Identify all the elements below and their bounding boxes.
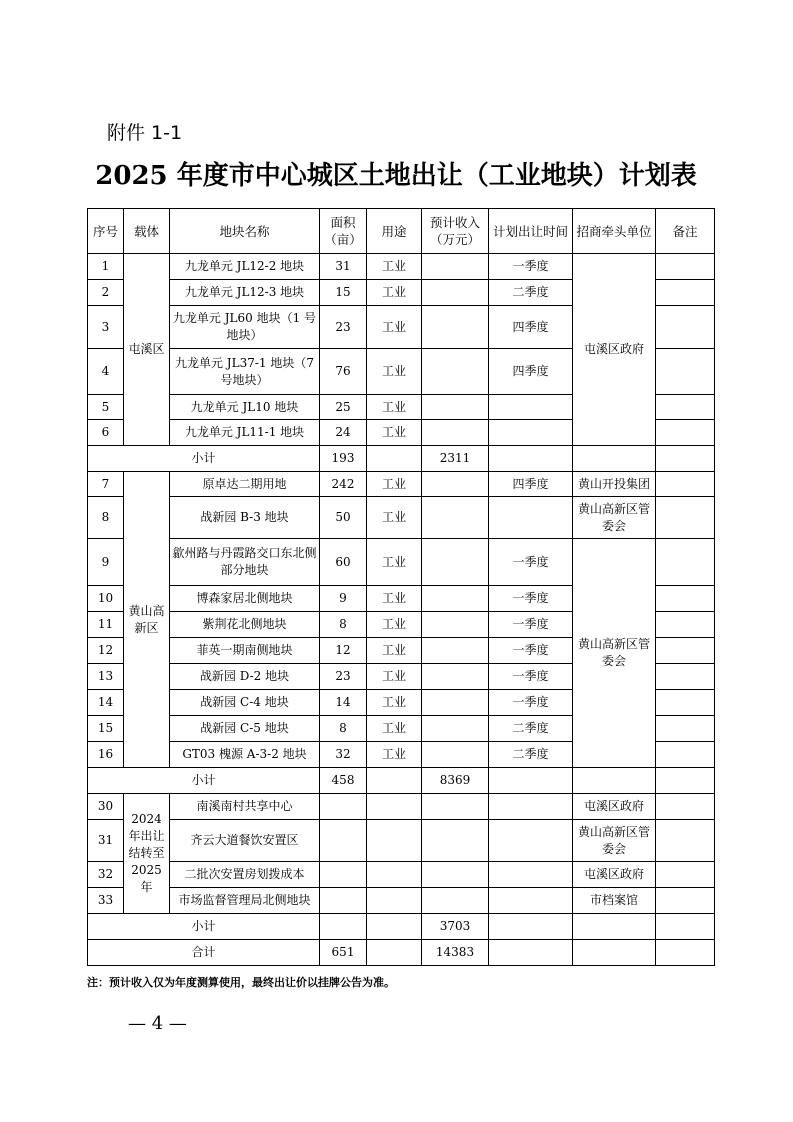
- header-carrier: 载体: [124, 209, 170, 254]
- cell-revenue: [422, 254, 489, 280]
- cell-time: 一季度: [489, 254, 573, 280]
- cell-use: 工业: [367, 420, 422, 446]
- cell-remark: [656, 690, 715, 716]
- cell-time: 一季度: [489, 586, 573, 612]
- subtotal-revenue: 3703: [422, 914, 489, 940]
- cell-seq: 15: [88, 716, 124, 742]
- cell-area: 15: [320, 280, 367, 306]
- cell-seq: 8: [88, 497, 124, 539]
- cell-time: 四季度: [489, 306, 573, 349]
- total-row: [88, 940, 715, 966]
- cell-use: 工业: [367, 349, 422, 395]
- cell-use: 工业: [367, 306, 422, 349]
- cell-seq: 13: [88, 664, 124, 690]
- cell-parcel: 战新园 C-4 地块: [170, 690, 320, 716]
- cell-remark: [656, 716, 715, 742]
- land-plan-table: [87, 208, 715, 966]
- table-row: [88, 254, 715, 280]
- cell-use: 工业: [367, 254, 422, 280]
- cell-area: 9: [320, 586, 367, 612]
- cell-time: 一季度: [489, 539, 573, 586]
- cell-seq: 9: [88, 539, 124, 586]
- cell-carrier: 2024 年出让结转至 2025 年: [124, 794, 170, 914]
- cell-remark: [656, 254, 715, 280]
- total-area: 651: [320, 940, 367, 966]
- cell-area: 8: [320, 612, 367, 638]
- cell-revenue: [422, 349, 489, 395]
- cell-revenue: [422, 586, 489, 612]
- header-area: 面积（亩）: [320, 209, 367, 254]
- cell-seq: 33: [88, 888, 124, 914]
- cell-use: 工业: [367, 690, 422, 716]
- table-row: [88, 794, 715, 820]
- cell-remark: [656, 472, 715, 497]
- cell-unit: 屯溪区政府: [573, 254, 656, 446]
- cell-remark: [656, 395, 715, 420]
- subtotal-label: 小计: [88, 446, 320, 472]
- table-row: [88, 539, 715, 586]
- cell-area: 50: [320, 497, 367, 539]
- total-label: 合计: [88, 940, 320, 966]
- cell-unit: 黄山高新区管委会: [573, 539, 656, 768]
- cell-remark: [656, 349, 715, 395]
- cell-parcel: 九龙单元 JL37-1 地块（7 号地块）: [170, 349, 320, 395]
- cell-seq: 4: [88, 349, 124, 395]
- cell-parcel: 战新园 B-3 地块: [170, 497, 320, 539]
- cell-seq: 7: [88, 472, 124, 497]
- header-row: [88, 209, 715, 254]
- cell-area: 32: [320, 742, 367, 768]
- cell-use: 工业: [367, 497, 422, 539]
- cell-parcel: 原卓达二期用地: [170, 472, 320, 497]
- cell-parcel: 九龙单元 JL60 地块（1 号地块）: [170, 306, 320, 349]
- cell-parcel: 九龙单元 JL11-1 地块: [170, 420, 320, 446]
- cell-unit: 黄山高新区管委会: [573, 820, 656, 862]
- cell-parcel: 二批次安置房划拨成本: [170, 862, 320, 888]
- cell-time: 一季度: [489, 690, 573, 716]
- cell-use: 工业: [367, 612, 422, 638]
- cell-remark: [656, 586, 715, 612]
- cell-seq: 6: [88, 420, 124, 446]
- cell-use: 工业: [367, 472, 422, 497]
- subtotal-label: 小计: [88, 914, 320, 940]
- cell-parcel: 九龙单元 JL10 地块: [170, 395, 320, 420]
- cell-time: 二季度: [489, 742, 573, 768]
- cell-unit: 黄山高新区管委会: [573, 497, 656, 539]
- cell-parcel: 菲英一期南侧地块: [170, 638, 320, 664]
- table-row: [88, 862, 715, 888]
- subtotal-area: 193: [320, 446, 367, 472]
- cell-parcel: 市场监督管理局北侧地块: [170, 888, 320, 914]
- page-title: 2025 年度市中心城区土地出让（工业地块）计划表: [95, 161, 697, 191]
- table-row: [88, 497, 715, 539]
- cell-time: 一季度: [489, 664, 573, 690]
- table-row: [88, 888, 715, 914]
- cell-use: 工业: [367, 280, 422, 306]
- cell-area: 8: [320, 716, 367, 742]
- cell-remark: [656, 638, 715, 664]
- cell-parcel: 战新园 C-5 地块: [170, 716, 320, 742]
- cell-area: 23: [320, 664, 367, 690]
- subtotal-row: [88, 446, 715, 472]
- cell-revenue: [422, 539, 489, 586]
- cell-use: 工业: [367, 395, 422, 420]
- cell-area: 23: [320, 306, 367, 349]
- header-time: 计划出让时间: [489, 209, 573, 254]
- cell-parcel: 博森家居北侧地块: [170, 586, 320, 612]
- cell-remark: [656, 497, 715, 539]
- cell-time: 四季度: [489, 472, 573, 497]
- subtotal-revenue: 2311: [422, 446, 489, 472]
- cell-seq: 10: [88, 586, 124, 612]
- subtotal-row: [88, 914, 715, 940]
- subtotal-revenue: 8369: [422, 768, 489, 794]
- header-remark: 备注: [656, 209, 715, 254]
- cell-remark: [656, 280, 715, 306]
- cell-area: 14: [320, 690, 367, 716]
- cell-remark: [656, 306, 715, 349]
- cell-revenue: [422, 306, 489, 349]
- cell-parcel: 歙州路与丹霞路交口东北侧部分地块: [170, 539, 320, 586]
- cell-revenue: [422, 690, 489, 716]
- cell-time: 一季度: [489, 638, 573, 664]
- table-row: [88, 820, 715, 862]
- cell-revenue: [422, 638, 489, 664]
- cell-revenue: [422, 472, 489, 497]
- cell-carrier: 黄山高新区: [124, 472, 170, 768]
- cell-remark: [656, 420, 715, 446]
- header-seq: 序号: [88, 209, 124, 254]
- cell-seq: 30: [88, 794, 124, 820]
- table-row: [88, 472, 715, 497]
- cell-time: 一季度: [489, 612, 573, 638]
- cell-parcel: 战新园 D-2 地块: [170, 664, 320, 690]
- subtotal-area: 458: [320, 768, 367, 794]
- cell-use: 工业: [367, 664, 422, 690]
- cell-time: 二季度: [489, 280, 573, 306]
- header-use: 用途: [367, 209, 422, 254]
- cell-remark: [656, 612, 715, 638]
- cell-revenue: [422, 280, 489, 306]
- header-revenue: 预计收入（万元）: [422, 209, 489, 254]
- cell-area: 76: [320, 349, 367, 395]
- cell-revenue: [422, 716, 489, 742]
- cell-use: 工业: [367, 586, 422, 612]
- cell-parcel: 齐云大道餐饮安置区: [170, 820, 320, 862]
- cell-seq: 5: [88, 395, 124, 420]
- subtotal-area: [320, 914, 367, 940]
- cell-revenue: [422, 612, 489, 638]
- attachment-label: 附件 1-1: [107, 122, 183, 144]
- subtotal-label: 小计: [88, 768, 320, 794]
- cell-parcel: 南溪南村共享中心: [170, 794, 320, 820]
- cell-seq: 16: [88, 742, 124, 768]
- cell-use: 工业: [367, 638, 422, 664]
- cell-seq: 2: [88, 280, 124, 306]
- footnote: 注：预计收入仅为年度测算使用，最终出让价以挂牌公告为准。: [87, 976, 395, 989]
- cell-use: 工业: [367, 742, 422, 768]
- cell-parcel: 九龙单元 JL12-2 地块: [170, 254, 320, 280]
- total-revenue: 14383: [422, 940, 489, 966]
- page-number: — 4 —: [128, 1013, 187, 1034]
- cell-time: [489, 395, 573, 420]
- cell-use: 工业: [367, 539, 422, 586]
- cell-area: 25: [320, 395, 367, 420]
- header-parcel: 地块名称: [170, 209, 320, 254]
- cell-parcel: 九龙单元 JL12-3 地块: [170, 280, 320, 306]
- cell-seq: 32: [88, 862, 124, 888]
- cell-unit: 屯溪区政府: [573, 862, 656, 888]
- cell-revenue: [422, 497, 489, 539]
- cell-seq: 11: [88, 612, 124, 638]
- cell-time: 二季度: [489, 716, 573, 742]
- cell-area: 24: [320, 420, 367, 446]
- cell-seq: 3: [88, 306, 124, 349]
- subtotal-row: [88, 768, 715, 794]
- cell-use: 工业: [367, 716, 422, 742]
- cell-area: 242: [320, 472, 367, 497]
- cell-area: 31: [320, 254, 367, 280]
- cell-unit: 屯溪区政府: [573, 794, 656, 820]
- cell-carrier: 屯溪区: [124, 254, 170, 446]
- cell-parcel: 紫荆花北侧地块: [170, 612, 320, 638]
- cell-remark: [656, 539, 715, 586]
- cell-seq: 12: [88, 638, 124, 664]
- cell-time: [489, 420, 573, 446]
- cell-seq: 31: [88, 820, 124, 862]
- cell-revenue: [422, 664, 489, 690]
- cell-revenue: [422, 395, 489, 420]
- cell-remark: [656, 664, 715, 690]
- cell-remark: [656, 742, 715, 768]
- cell-time: [489, 497, 573, 539]
- cell-seq: 14: [88, 690, 124, 716]
- cell-parcel: GT03 槐源 A-3-2 地块: [170, 742, 320, 768]
- cell-area: 60: [320, 539, 367, 586]
- header-unit: 招商牵头单位: [573, 209, 656, 254]
- cell-time: 四季度: [489, 349, 573, 395]
- cell-revenue: [422, 742, 489, 768]
- cell-unit: 黄山开投集团: [573, 472, 656, 497]
- cell-revenue: [422, 420, 489, 446]
- cell-area: 12: [320, 638, 367, 664]
- cell-unit: 市档案馆: [573, 888, 656, 914]
- cell-seq: 1: [88, 254, 124, 280]
